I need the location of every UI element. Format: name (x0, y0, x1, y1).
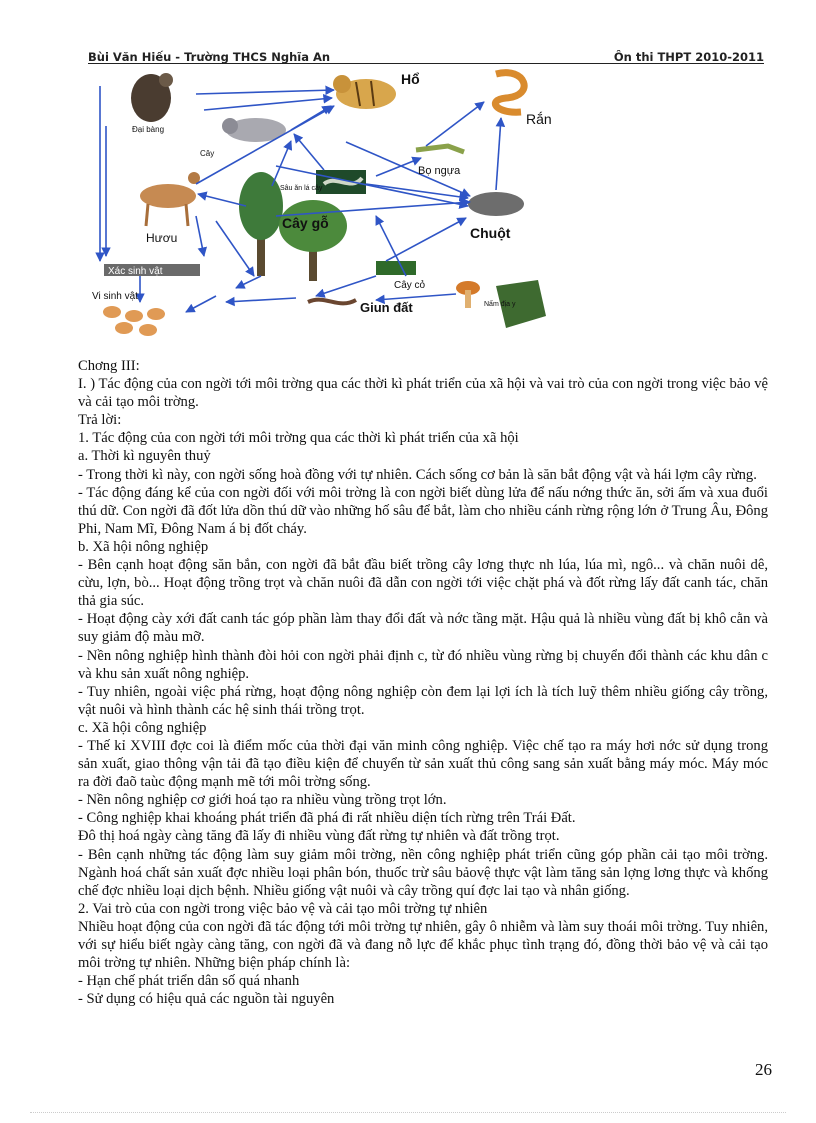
label-fungus: Nấm địa y (484, 301, 516, 308)
label-tiger: Hổ (401, 71, 420, 87)
food-web-svg (76, 66, 576, 346)
label-microbe: Vi sinh vật (92, 291, 138, 302)
grass-image (376, 261, 416, 275)
chapter-heading: Chơng III: (78, 358, 140, 374)
paragraph: - Công nghiệp khai khoáng phát triển đã phá đi rất nhiều diện tích rừng trên Trái Đất. (78, 810, 576, 827)
label-decomposer: Xác sinh vật (108, 266, 163, 277)
tiger-image (333, 75, 396, 109)
paragraph: - Hoạt động cày xới đất canh tác góp phần làm thay đổi đất và nớc tầng mặt. Hậu quả là nhiều vùng đất bị khô cằn và suy giảm độ màu mỡ. (78, 611, 768, 646)
answer-label: Trả lời: (78, 412, 122, 429)
section-heading: 2. Vai trò của con ngời trong việc bảo vệ và cải tạo môi trờng tự nhiên (78, 900, 488, 917)
paragraph: - Trong thời kì này, con ngời sống hoà đồng với tự nhiên. Cách sống cơ bản là săn bắt động vật và hái lợm cây rừng. (78, 466, 757, 483)
header-rule (88, 63, 764, 64)
header-course: Ôn thi THPT 2010-2011 (613, 50, 764, 64)
paragraph: Nhiều hoạt động của con ngời đã tác động tới môi trờng tự nhiên, gây ô nhiễm và làm suy thoái môi trờng. Tuy nhiên, với sự hiểu biết ngày càng tăng, con ngời đã và đang nỗ lực để khắc phục tình trạng đó, đồng thời bảo vệ và cải tạo môi trờng tự nhiên. Những biện pháp chính là: (78, 918, 768, 972)
paragraph: - Nền nông nghiệp hình thành đòi hỏi con ngời phải định c, từ đó nhiều vùng rừng bị chuyển đổi thành các khu dân c và khu sản xuất nông nghiệp. (78, 647, 768, 682)
header-author: Bùi Văn Hiếu - Trường THCS Nghĩa An (88, 50, 331, 64)
main-text (78, 357, 768, 1008)
list-item: - Hạn chế phát triển dân số quá nhanh (78, 973, 300, 990)
caterpillar-image (316, 170, 366, 194)
label-mantis: Bọ ngựa (418, 165, 461, 177)
label-worm: Giun đất (360, 300, 413, 315)
question-heading: I. ) Tác động của con ngời tới môi trờng qua các thời kì phát triển của xã hội và vai trò của con ngời trong việc bảo vệ và cải tạo môi trờng. (78, 376, 768, 411)
subsection-heading: a. Thời kì nguyên thuỷ (78, 448, 211, 465)
paragraph: - Thế kỉ XVIII đợc coi là điểm mốc của thời đại văn minh công nghiệp. Việc chế tạo ra máy hơi nớc sử dụng trong sản xuất, giao thông vận tải đã tạo điều kiện để chuyển từ sản xuất thủ công sang sản xuất bằng máy móc. Máy móc ra đời đaõ taùc động mạnh mẽ tới môi trờng sống. (78, 737, 768, 791)
mantis-image (416, 146, 464, 152)
microbe-image (103, 306, 165, 336)
rat-image (468, 192, 524, 216)
label-grass: Cây cỏ (394, 280, 426, 291)
snake-image (495, 73, 524, 113)
eagle-image (131, 73, 173, 122)
paragraph: - Bên cạnh hoạt động săn bắn, con ngời đã bắt đầu biết trồng cây lơng thực nh lúa, lúa mì, ngô... và chăn nuôi dê, cừu, lợn, bò... Hoạt động trồng trọt và chăn nuôi đã dẫn con ngời tới việc chặt phá và đốt rừng lấy đất canh tác, chăn thả gia súc. (78, 557, 768, 610)
label-rat: Chuột (470, 225, 511, 241)
page-number: 26 (755, 1060, 772, 1079)
label-eagle: Đại bàng (132, 125, 165, 134)
deer-image (140, 172, 200, 226)
label-deer: Hươu (146, 231, 178, 245)
label-cat: Cây (200, 149, 215, 158)
worm-image (308, 300, 356, 304)
page-bottom-divider (30, 1112, 786, 1113)
paragraph: - Nền nông nghiệp cơ giới hoá tạo ra nhiều vùng trồng trọt lớn. (78, 792, 447, 809)
label-caterpillar: Sâu ăn lá cây (280, 185, 323, 192)
paragraph: Đô thị hoá ngày càng tăng đã lấy đi nhiều vùng đất rừng tự nhiên và đất trồng trọt. (78, 828, 560, 845)
paragraph: - Tuy nhiên, ngoài việc phá rừng, hoạt động nông nghiệp còn đem lại lợi ích là tích luỹ thêm nhiều giống cây trồng, vật nuôi và hình thành các hệ sinh thái trồng trọt. (78, 683, 768, 718)
subsection-heading: c. Xã hội công nghiệp (78, 719, 207, 736)
page-header (88, 50, 764, 64)
food-web-diagram (76, 66, 576, 346)
paragraph: - Tác động đáng kể của con ngời đối với môi trờng là con ngời biết dùng lửa để nấu nớng thức ăn, sởi ấm và xua đuổi thú dữ. Con ngời đã đốt lửa dồn thú dữ vào những hố sâu để bắt, làm cho nhiều cánh rừng rộng lớn ở Trung Âu, Đông Phi, Nam Mĩ, Đông Nam á bị đốt cháy. (78, 484, 768, 537)
label-tree: Cây gỗ (282, 215, 329, 231)
paragraph: - Bên cạnh những tác động làm suy giảm môi trờng, nền công nghiệp phát triển cũng góp phần cải tạo môi trờng. Ngành hoá chất sản xuất đợc nhiều loại phân bón, thuốc trừ sâu bảovệ thực vật làm tăng sản lợng lơng thực và khống chế đợc nhiều loại dịch bệnh. Nhiều giống vật nuôi và cây trồng quí đợc lai tạo và nhân giống. (78, 846, 768, 899)
section-heading: 1. Tác động của con ngời tới môi trờng qua các thời kì phát triển của xã hội (78, 430, 519, 447)
subsection-heading: b. Xã hội nông nghiệp (78, 538, 209, 555)
list-item: - Sử dụng có hiệu quả các nguồn tài nguyên (78, 991, 335, 1008)
label-snake: Rắn (526, 111, 552, 127)
